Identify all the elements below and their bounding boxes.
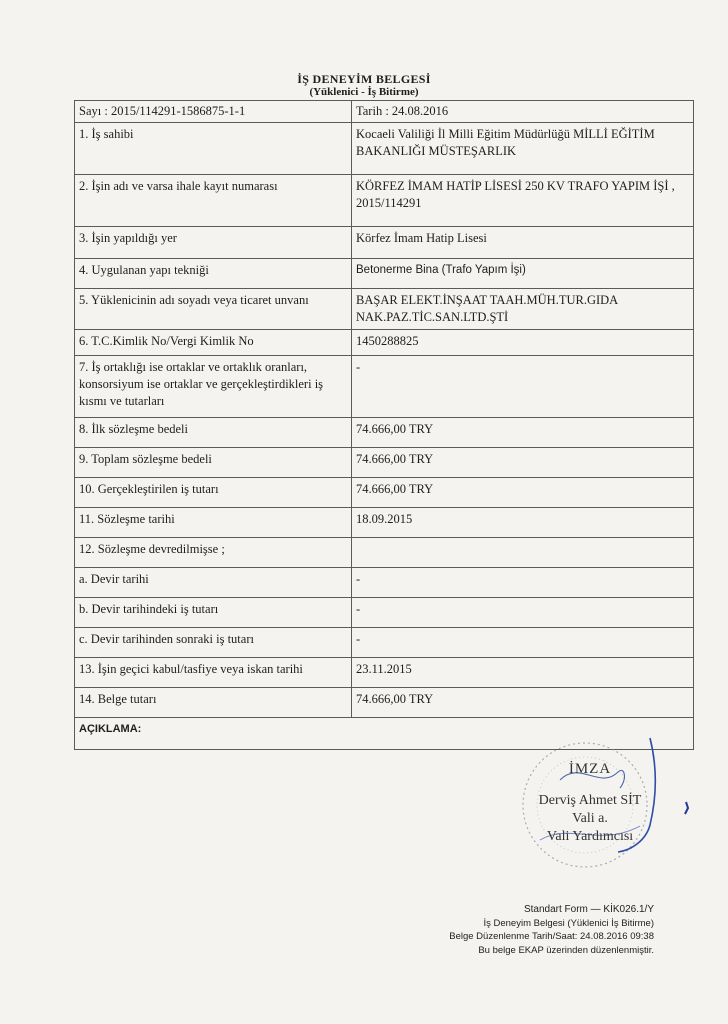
row-value: 74.666,00 TRY	[352, 448, 694, 478]
signatory-name: Derviş Ahmet SİT	[538, 793, 642, 808]
row-label: 7. İş ortaklığı ise ortaklar ve ortaklık oranları, konsorsiyum ise ortaklar ve gerçekleştirdikleri iş kısmı ve tutarları	[75, 356, 352, 418]
form-name: İş Deneyim Belgesi (Yüklenici İş Bitirme)	[483, 917, 654, 929]
row-value: Betonerme Bina (Trafo Yapım İşi)	[352, 259, 694, 289]
row-label: 1. İş sahibi	[75, 123, 352, 175]
row-label: 8. İlk sözleşme bedeli	[75, 418, 352, 448]
aciklama-cell: AÇIKLAMA:	[75, 718, 694, 750]
experience-certificate-table	[74, 100, 694, 750]
row-value: 1450288825	[352, 330, 694, 356]
table-row	[75, 568, 694, 598]
row-label: 3. İşin yapıldığı yer	[75, 227, 352, 259]
row-value: -	[352, 568, 694, 598]
table-row	[75, 628, 694, 658]
table-row	[75, 330, 694, 356]
row-label: 13. İşin geçici kabul/tasfiye veya iskan tarihi	[75, 658, 352, 688]
row-value: 18.09.2015	[352, 508, 694, 538]
row-label: 5. Yüklenicinin adı soyadı veya ticaret unvanı	[75, 289, 352, 330]
table-row	[75, 598, 694, 628]
signatory-role: Vali a.	[572, 811, 608, 826]
row-label: c. Devir tarihinden sonraki iş tutarı	[75, 628, 352, 658]
row-label: b. Devir tarihindeki iş tutarı	[75, 598, 352, 628]
sayi-cell: Sayı : 2015/114291-1586875-1-1	[75, 101, 352, 123]
row-label: 4. Uygulanan yapı tekniği	[75, 259, 352, 289]
row-value	[352, 538, 694, 568]
table-row	[75, 508, 694, 538]
ekap-note: Bu belge EKAP üzerinden düzenlenmiştir.	[478, 944, 654, 956]
table-row	[75, 259, 694, 289]
row-label: a. Devir tarihi	[75, 568, 352, 598]
table-row	[75, 448, 694, 478]
table-row	[75, 478, 694, 508]
row-value: 23.11.2015	[352, 658, 694, 688]
row-value: Körfez İmam Hatip Lisesi	[352, 227, 694, 259]
row-label: 12. Sözleşme devredilmişse ;	[75, 538, 352, 568]
document-title: İŞ DENEYİM BELGESİ	[297, 72, 431, 86]
row-value: -	[352, 628, 694, 658]
row-value: 74.666,00 TRY	[352, 688, 694, 718]
row-value: Kocaeli Valiliği İl Milli Eğitim Müdürlüğü MİLLİ EĞİTİM BAKANLIĞI MÜSTEŞARLIK	[352, 123, 694, 175]
tarih-cell: Tarih : 24.08.2016	[352, 101, 694, 123]
row-label: 9. Toplam sözleşme bedeli	[75, 448, 352, 478]
table-row	[75, 227, 694, 259]
row-label: 10. Gerçekleştirilen iş tutarı	[75, 478, 352, 508]
row-label: 6. T.C.Kimlik No/Vergi Kimlik No	[75, 330, 352, 356]
imza-label: İMZA	[568, 761, 612, 777]
table-row	[75, 418, 694, 448]
row-value: BAŞAR ELEKT.İNŞAAT TAAH.MÜH.TUR.GIDA NAK.PAZ.TİC.SAN.LTD.ŞTİ	[352, 289, 694, 330]
row-value: KÖRFEZ İMAM HATİP LİSESİ 250 KV TRAFO YAPIM İŞİ , 2015/114291	[352, 175, 694, 227]
row-label: 14. Belge tutarı	[75, 688, 352, 718]
row-value: -	[352, 356, 694, 418]
row-label: 11. Sözleşme tarihi	[75, 508, 352, 538]
signatory-title: Vali Yardımcısı	[546, 829, 634, 844]
row-label: 2. İşin adı ve varsa ihale kayıt numarası	[75, 175, 352, 227]
table-row	[75, 658, 694, 688]
row-value: 74.666,00 TRY	[352, 478, 694, 508]
table-row	[75, 175, 694, 227]
table-row	[75, 289, 694, 330]
table-row	[75, 123, 694, 175]
form-code: Standart Form — KİK026.1/Y	[523, 904, 654, 915]
document-footer	[449, 903, 654, 957]
created-datetime: Belge Düzenlenme Tarih/Saat: 24.08.2016 09:38	[449, 931, 654, 942]
row-value: 74.666,00 TRY	[352, 418, 694, 448]
table-row	[75, 538, 694, 568]
table-row	[75, 688, 694, 718]
table-row	[75, 101, 694, 123]
row-value: -	[352, 598, 694, 628]
signature-block	[500, 760, 680, 846]
table-row	[75, 356, 694, 418]
document-subtitle: (Yüklenici - İş Bitirme)	[309, 86, 419, 98]
